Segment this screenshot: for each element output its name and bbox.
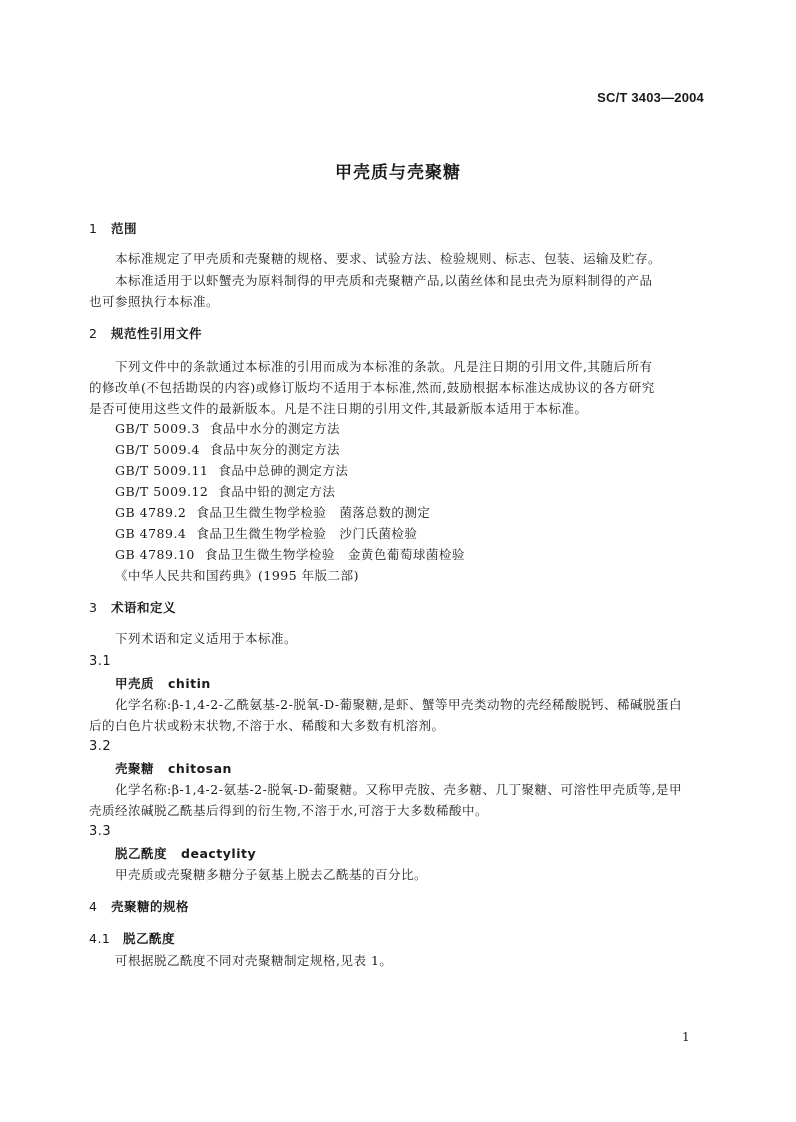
term-en: chitin [168,676,211,691]
terms-intro: 下列术语和定义适用于本标准。 [115,631,298,646]
reference-code: GB 4789.10 [115,547,195,562]
section-number: 1 [89,221,98,236]
term-zh: 壳聚糖 [115,761,155,776]
scope-paragraph-2-line-1: 本标准适用于以虾蟹壳为原料制得的甲壳质和壳聚糖产品,以菌丝体和昆虫壳为原料制得的产品 [115,273,653,288]
reference-item [115,545,735,565]
term-definition-line-2: 壳质经浓碱脱乙酰基后得到的衍生物,不溶于水,可溶于大多数稀酸中。 [89,803,488,818]
references-intro-line-2: 的修改单(不包括勘误的内容)或修订版均不适用于本标准,然而,鼓励根据本标准达成协议的各方研究 [89,380,655,395]
term-zh: 甲壳质 [115,676,155,691]
reference-code: GB 4789.4 [115,526,187,541]
term-number: 3.2 [89,739,112,754]
scope-paragraph-2-line-2: 也可参照执行本标准。 [89,294,220,309]
section-number: 2 [89,326,98,341]
term-number: 3.3 [89,824,112,839]
subsection-4-1-text: 可根据脱乙酰度不同对壳聚糖制定规格,见表 1。 [115,953,393,968]
reference-code: GB 4789.2 [115,505,187,520]
reference-name: 食品中灰分的测定方法 [209,442,340,457]
section-title: 范围 [111,221,138,236]
term-en: chitosan [168,761,232,776]
reference-name: 食品中水分的测定方法 [209,421,340,436]
term-title [115,759,735,779]
subsection-title: 脱乙酰度 [123,931,176,946]
section-2-heading [89,324,709,344]
term-definition-line-2: 后的白色片状或粉末状物,不溶于水、稀酸和大多数有机溶剂。 [89,718,445,733]
reference-name: 食品卫生微生物学检验 沙门氏菌检验 [196,526,418,541]
term-definition-line-1: 化学名称:β-1,4-2-氨基-2-脱氧-D-葡聚糖。又称甲壳胺、壳多糖、几丁聚糖、可溶性甲壳质等,是甲 [115,782,683,797]
reference-name: 食品卫生微生物学检验 菌落总数的测定 [196,505,431,520]
section-number: 4 [89,899,98,914]
reference-item [115,440,735,460]
term-definition-line-1: 化学名称:β-1,4-2-乙酰氨基-2-脱氧-D-葡聚糖,是虾、蟹等甲壳类动物的壳经稀酸脱钙、稀碱脱蛋白 [115,697,683,712]
section-title: 术语和定义 [111,600,177,615]
reference-code: GB/T 5009.3 [115,421,200,436]
section-number: 3 [89,600,98,615]
reference-code: GB/T 5009.4 [115,442,200,457]
section-3-heading [89,598,709,618]
reference-name: 食品卫生微生物学检验 金黄色葡萄球菌检验 [204,547,465,562]
section-title: 规范性引用文件 [111,326,203,341]
reference-item [115,503,735,523]
term-number: 3.1 [89,654,112,669]
term-zh: 脱乙酰度 [115,846,168,861]
term-title [115,674,735,694]
reference-item [115,524,735,544]
subsection-4-1-heading [89,929,709,949]
term-en: deactylity [181,846,257,861]
section-4-heading [89,897,709,917]
standard-code: SC/T 3403—2004 [597,90,704,105]
reference-item [115,461,735,481]
term-title [115,844,735,864]
section-1-heading [89,219,709,239]
references-intro-line-3: 是否可使用这些文件的最新版本。凡是不注日期的引用文件,其最新版本适用于本标准。 [89,401,588,416]
reference-name: 食品中铅的测定方法 [218,484,336,499]
scope-paragraph-1: 本标准规定了甲壳质和壳聚糖的规格、要求、试验方法、检验规则、标志、包装、运输及贮存。 [115,251,662,266]
reference-code: GB/T 5009.11 [115,463,209,478]
reference-code: GB/T 5009.12 [115,484,209,499]
reference-item [115,419,735,439]
reference-name: 食品中总砷的测定方法 [218,463,349,478]
subsection-number: 4.1 [89,931,111,946]
document-title: 甲壳质与壳聚糖 [335,163,461,183]
section-title: 壳聚糖的规格 [111,899,190,914]
reference-item [115,482,735,502]
page-number: 1 [682,1030,690,1044]
term-definition-line-1: 甲壳质或壳聚糖多糖分子氨基上脱去乙酰基的百分比。 [115,867,428,882]
reference-pharmacopoeia: 《中华人民共和国药典》(1995 年版二部) [115,568,360,583]
references-intro-line-1: 下列文件中的条款通过本标准的引用而成为本标准的条款。凡是注日期的引用文件,其随后所有 [115,359,653,374]
